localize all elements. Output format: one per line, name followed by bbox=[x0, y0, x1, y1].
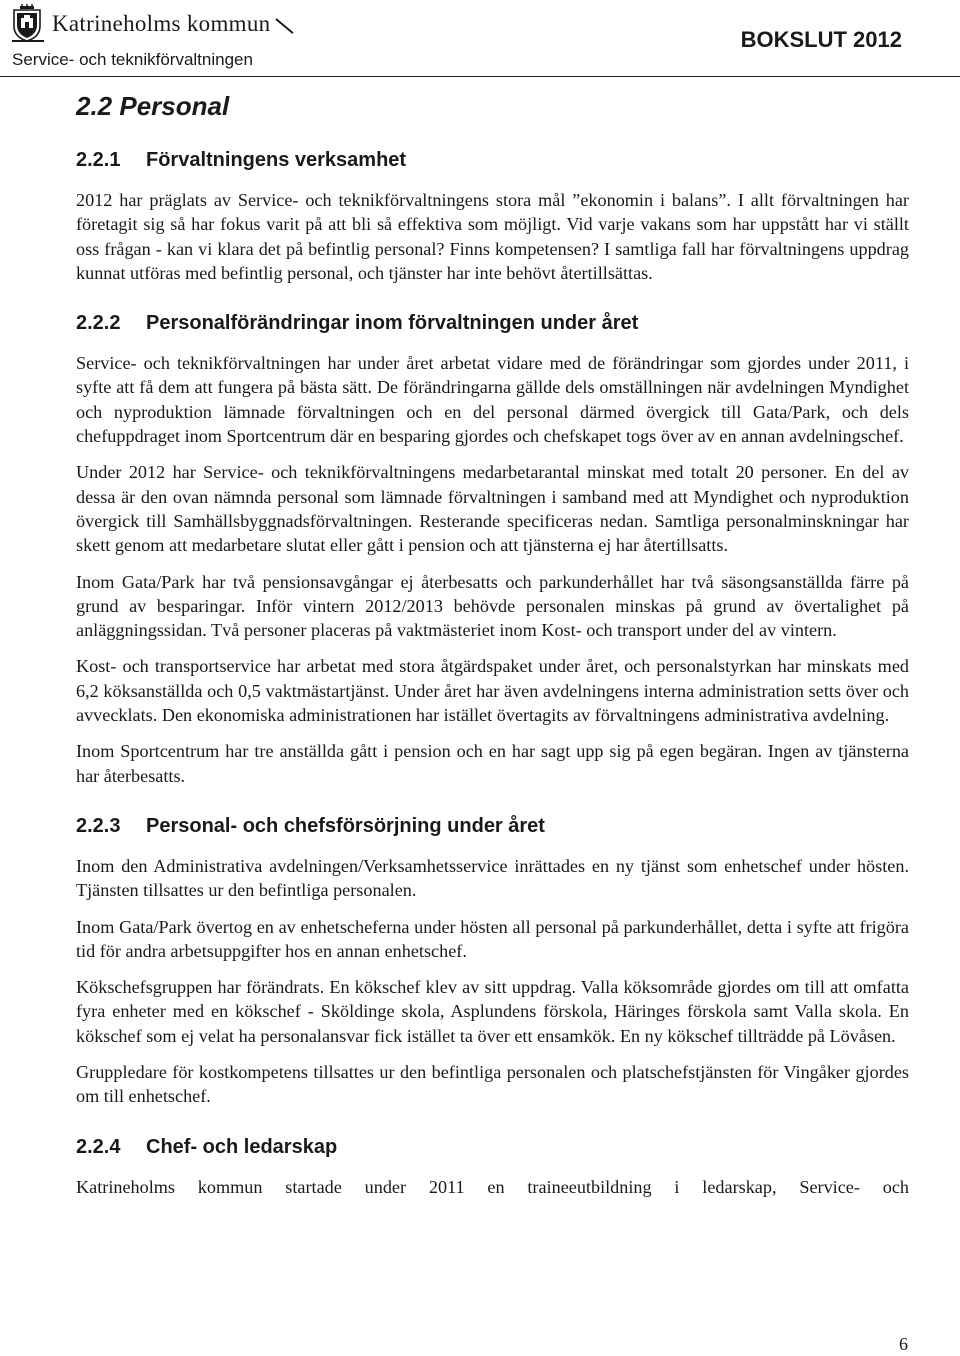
subsection-title: Förvaltningens verksamhet bbox=[146, 149, 407, 171]
paragraph: Under 2012 har Service- och teknikförvaltningens medarbetarantal minskat med totalt 20 personer. En del av dessa är den ovan nämnda personal som lämnade förvaltningen i samband med att Myndighet och nyproduktion övergick till Samhällsbyggnadsförvaltningen. Resterande specificeras nedan. Samtliga personalminskningar har skett genom att medarbetare slutat eller gått i pension och att tjänsterna ej har återtillsatts. bbox=[76, 462, 909, 556]
logo-underline bbox=[12, 40, 44, 42]
paragraph: Inom Sportcentrum har tre anställda gått i pension och en har sagt upp sig på egen begäran. Ingen av tjänsterna har återbesatts. bbox=[76, 741, 909, 786]
subsection-heading bbox=[76, 309, 909, 337]
subsection-title: Chef- och ledarskap bbox=[146, 1135, 338, 1158]
subsection-number: 2.2.2 bbox=[76, 312, 121, 335]
document-body bbox=[76, 88, 909, 1199]
paragraph: Gruppledare för kostkompetens tillsattes ur den befintliga personalen och platschefstjänsten för Vingåker gjordes om till enhetschef. bbox=[76, 1062, 909, 1107]
subsection-title: Personalförändringar inom förvaltningen under året bbox=[146, 312, 639, 335]
subsection-number: 2.2.3 bbox=[76, 814, 121, 837]
subsection-heading bbox=[76, 1133, 909, 1161]
paragraph: Inom den Administrativa avdelningen/Verksamhetsservice inrättades en ny tjänst som enhetschef under hösten. Tjänsten tillsattes ur den befintliga personalen. bbox=[76, 855, 909, 901]
logo bbox=[12, 2, 270, 44]
subsection-number: 2.2.4 bbox=[76, 1135, 121, 1158]
paragraph: Inom Gata/Park övertog en av enhetscheferna under hösten all personal på parkunderhållet, detta i syfte att frigöra tid för andra arbetsuppgifter hos en annan enhetschef. bbox=[76, 916, 909, 961]
page-header bbox=[0, 0, 960, 78]
section-title: 2.2 Personal bbox=[76, 91, 230, 121]
logo-slash bbox=[275, 18, 293, 34]
report-title: BOKSLUT 2012 bbox=[740, 27, 902, 52]
paragraph: Kost- och transportservice har arbetat med stora åtgärdspaket under året, och personalstyrkan har minskats med 6,2 köksanställda och 0,5 vaktmästartjänst. Under året har även avdelningens interna administration setts över och avvecklats. Den ekonomiska administrationen har istället övertagits av förvaltningens administrativa avdelning. bbox=[76, 656, 909, 726]
subsection-number: 2.2.1 bbox=[76, 149, 121, 171]
paragraph: Kökschefsgruppen har förändrats. En kökschef klev av sitt uppdrag. Valla köksområde gjordes om till att omfatta fyra enheter med en kökschef - Sköldinge skola, Asplundens förskola, Häringes förskola samt Valla skola. En kökschef som ej velat ha personalansvar fick istället ta över ett ensamkök. En ny kökschef tillträdde på Lövåsen. bbox=[76, 977, 909, 1046]
paragraph: Katrineholms kommun startade under 2011 en traineeutbildning i ledarskap, Service- och bbox=[76, 1176, 909, 1197]
paragraph: Inom Gata/Park har två pensionsavgångar ej återbesatts och parkunderhållet har två säsongsanställda färre på grund av besparingar. Inför vintern 2012/2013 behövde personalen minskas på grund av övertalighet på anläggningssidan. Två personer placeras på vaktmästeriet inom Kost- och transport under del av vintern. bbox=[76, 571, 909, 641]
paragraph: Service- och teknikförvaltningen har under året arbetat vidare med de förändringar som gjordes under 2011, i syfte att få dem att fungera på bästa sätt. De förändringarna gällde dels omställningen när avdelningen Myndighet och nyproduktion lämnade förvaltningen och en del personal därmed övergick till Gata/Park, och dels chefuppdraget inom Sportcentrum där en besparing gjordes och chefskapet togs över av en annan avdelningschef. bbox=[76, 353, 909, 447]
subsection-heading bbox=[76, 812, 909, 840]
header-divider bbox=[0, 76, 960, 77]
page-number: 6 bbox=[899, 1334, 908, 1354]
subsection-title: Personal- och chefsförsörjning under året bbox=[146, 814, 545, 837]
subsection-heading bbox=[76, 146, 909, 174]
department-name: Service- och teknikförvaltningen bbox=[12, 50, 253, 69]
paragraph: 2012 har präglats av Service- och teknikförvaltningens stora mål ”ekonomin i balans”. I allt förvaltningen har företagit sig så har fokus varit på att bli så effektiva som möjligt. Vid varje vakans som har uppstått har vi ställt oss frågan - kan vi klara det på befintlig personal? Finns kompetensen? I samtliga fall har förvaltningens uppdrag kunnat utföras med befintlig personal, och tjänster har inte behövt återtillsättas. bbox=[76, 190, 909, 283]
municipal-crest-icon bbox=[12, 4, 42, 42]
organization-name: Katrineholms kommun bbox=[52, 10, 271, 36]
